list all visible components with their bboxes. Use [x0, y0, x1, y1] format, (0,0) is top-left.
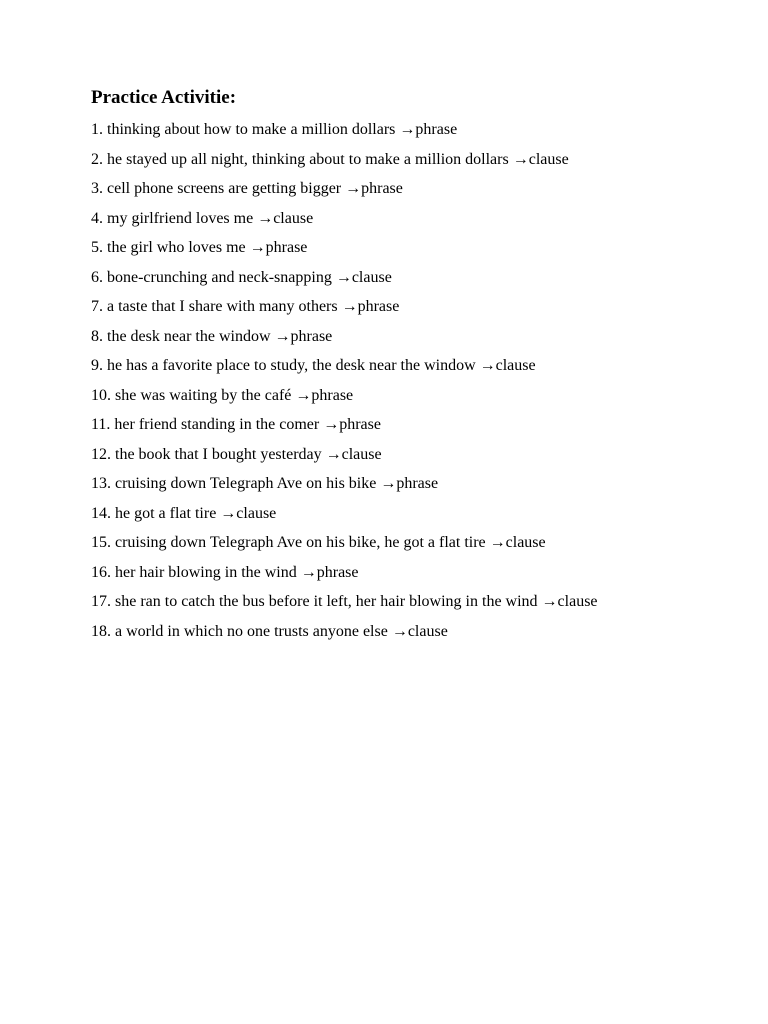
document-content: [91, 86, 751, 646]
list-item: 14. he got a flat tire →clause: [91, 504, 277, 522]
list-item: 9. he has a favorite place to study, the desk near the window →clause: [91, 357, 536, 374]
list-item: 8. the desk near the window →phrase: [91, 327, 333, 345]
list-item: 15. cruising down Telegraph Ave on his bike, he got a flat tire →clause: [91, 534, 546, 551]
page-title: Practice Activitie:: [91, 87, 237, 108]
list-item: 18. a world in which no one trusts anyone else →clause: [91, 622, 448, 640]
list-item: 2. he stayed up all night, thinking about to make a million dollars →clause: [91, 150, 569, 168]
list-item: 6. bone-crunching and neck-snapping →clause: [91, 268, 392, 286]
practice-list: [91, 115, 751, 646]
list-item: 1. thinking about how to make a million dollars →phrase: [91, 121, 458, 138]
list-item: 7. a taste that I share with many others →phrase: [91, 298, 400, 315]
list-item: 16. her hair blowing in the wind →phrase: [91, 563, 359, 581]
list-item: 10. she was waiting by the café →phrase: [91, 386, 354, 404]
list-item: 4. my girlfriend loves me →clause: [91, 209, 314, 227]
list-item: 11. her friend standing in the comer →phrase: [91, 416, 381, 433]
list-item: 12. the book that I bought yesterday →clause: [91, 445, 382, 463]
list-item: 13. cruising down Telegraph Ave on his bike →phrase: [91, 475, 439, 492]
list-item: 5. the girl who loves me →phrase: [91, 239, 308, 256]
list-item: 3. cell phone screens are getting bigger →phrase: [91, 180, 403, 197]
list-item: 17. she ran to catch the bus before it left, her hair blowing in the wind →clause: [91, 593, 598, 610]
